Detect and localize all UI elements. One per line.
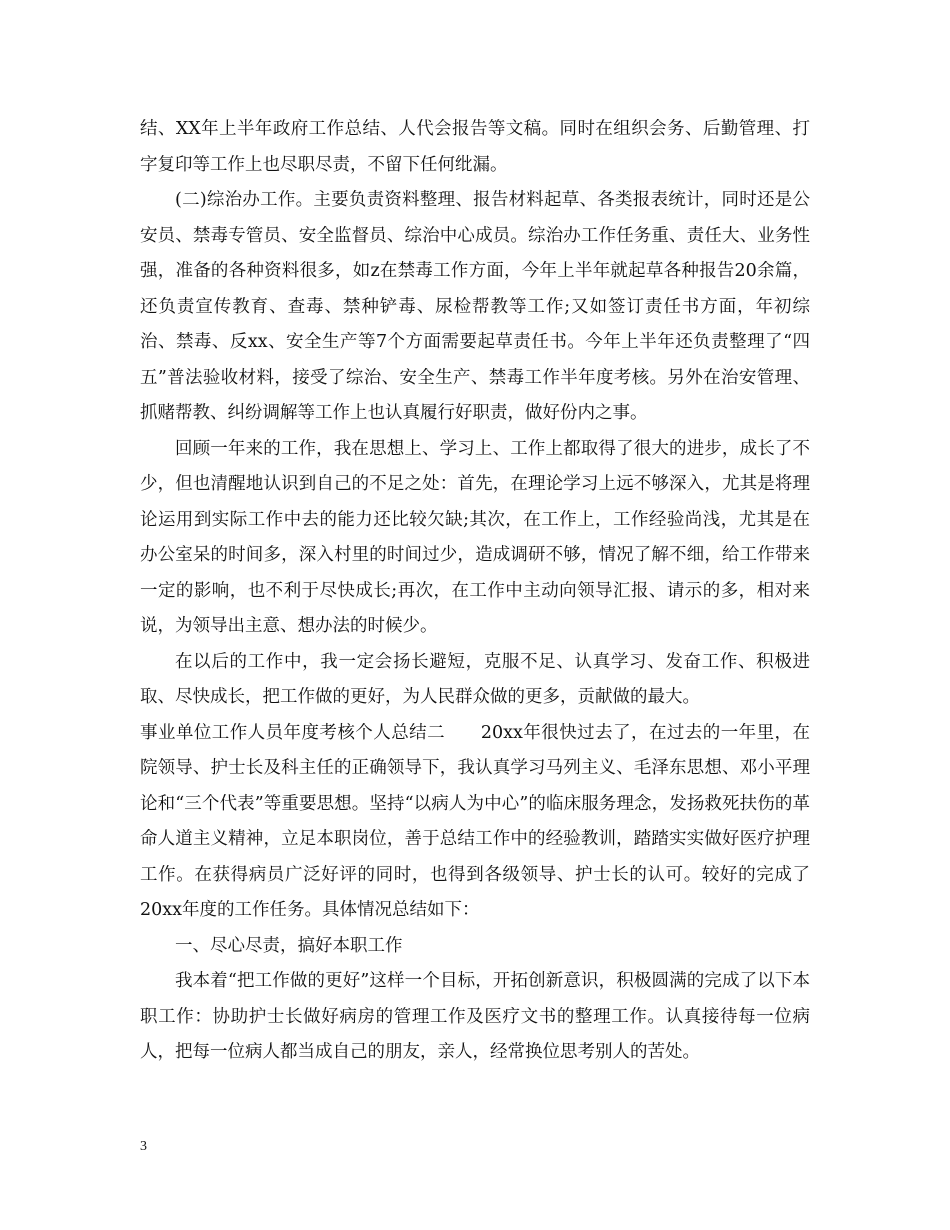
paragraph-7: 我本着“把工作做的更好”这样一个目标，开拓创新意识，积极圆满的完成了以下本职工作：协助护士长做好病房的管理工作及医疗文书的整理工作。认真接待每一位病人，把每一位病人都当成自己的朋友，亲人，经常换位思考别人的苦处。 (140, 971, 810, 1062)
paragraph-3: 回顾一年来的工作，我在思想上、学习上、工作上都取得了很大的进步，成长了不少，但也清醒地认识到自己的不足之处：首先，在理论学习上远不够深入，尤其是将理论运用到实际工作中去的能力还比较欠缺;其次，在工作上，工作经验尚浅，尤其是在办公室呆的时间多，深入村里的时间过少，造成调研不够，情况了解不细，给工作带来一定的影响，也不利于尽快成长;再次，在工作中主动向领导汇报、请示的多，相对来说，为领导出主意、想办法的时候少。 (140, 438, 810, 636)
body-text (140, 112, 810, 1071)
paragraph-1: 结、XX年上半年政府工作总结、人代会报告等文稿。同时在组织会务、后勤管理、打字复印等工作上也尽职尽责，不留下任何纰漏。 (140, 119, 810, 175)
paragraph-5: 事业单位工作人员年度考核个人总结二 20xx年很快过去了，在过去的一年里，在院领导、护士长及科主任的正确领导下，我认真学习马列主义、毛泽东思想、邓小平理论和“三个代表”等重要思想。坚持“以病人为中心”的临床服务理念，发扬救死扶伤的革命人道主义精神，立足本职岗位，善于总结工作中的经验教训，踏踏实实做好医疗护理工作。在获得病员广泛好评的同时，也得到各级领导、护士长的认可。较好的完成了20xx年度的工作任务。具体情况总结如下： (140, 722, 810, 920)
paragraph-2: (二)综治办工作。主要负责资料整理、报告材料起草、各类报表统计，同时还是公安员、禁毒专管员、安全监督员、综治中心成员。综治办工作任务重、责任大、业务性强，准备的各种资料很多，如z在禁毒工作方面，今年上半年就起草各种报告20余篇，还负责宣传教育、查毒、禁种铲毒、尿检帮教等工作;又如签订责任书方面，年初综治、禁毒、反xx、安全生产等7个方面需要起草责任书。今年上半年还负责整理了“四五”普法验收材料，接受了综治、安全生产、禁毒工作半年度考核。另外在治安管理、抓赌帮教、纠纷调解等工作上也认真履行好职责，做好份内之事。 (140, 190, 810, 423)
paragraph-4: 在以后的工作中，我一定会扬长避短，克服不足、认真学习、发奋工作、积极进取、尽快成长，把工作做的更好，为人民群众做的更多，贡献做的最大。 (140, 651, 810, 707)
page-number: 3 (140, 1139, 147, 1154)
section-heading: 一、尽心尽责，搞好本职工作 (175, 935, 403, 956)
